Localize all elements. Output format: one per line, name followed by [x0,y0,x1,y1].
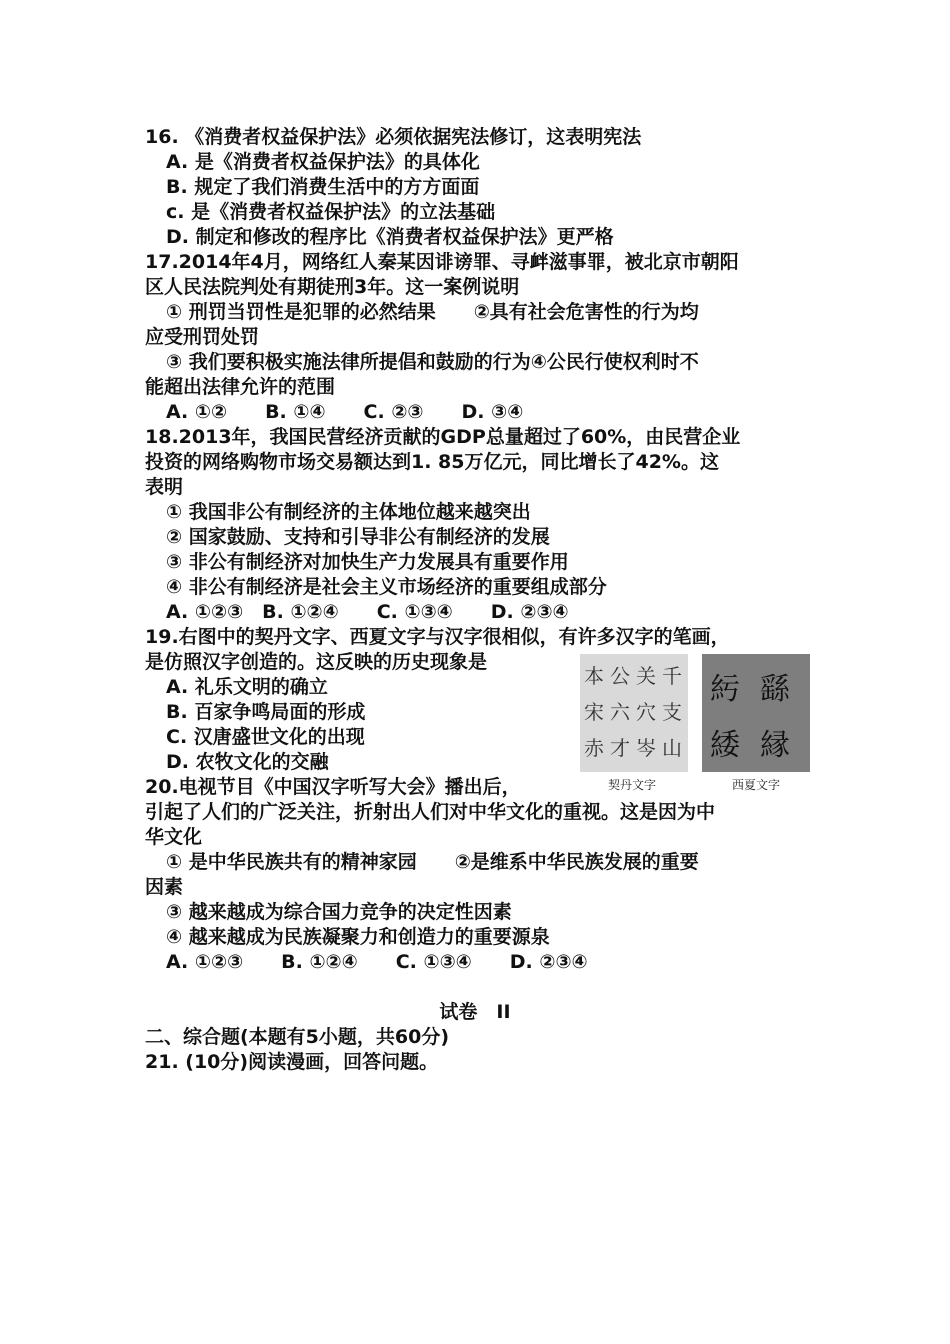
tangut-glyph: 緌 [710,728,740,763]
tangut-glyph: 縁 [760,728,790,763]
khitan-script-image [580,654,688,772]
khitan-glyph: 山 [662,736,682,760]
question-19-option-a: A. 礼乐文明的确立 [166,676,328,698]
question-16-option-a: A. 是《消费者权益保护法》的具体化 [166,151,480,173]
tangut-caption: 西夏文字 [732,778,781,792]
script-comparison-figure [580,654,812,796]
question-20-stem-line-2: 引起了人们的广泛关注，折射出人们对中华文化的重视。这是因为中 [145,801,716,823]
khitan-glyph: 才 [610,736,630,760]
question-18-options: A. ①②③ B. ①②④ C. ①③④ D. ②③④ [166,601,569,623]
question-18-statement-4: ④ 非公有制经济是社会主义市场经济的重要组成部分 [166,576,607,598]
question-19-stem-line-2: 是仿照汉字创造的。这反映的历史现象是 [145,651,488,673]
question-20-options: A. ①②③ B. ①②④ C. ①③④ D. ②③④ [166,951,588,973]
question-17-stem-line-1: 17.2014年4月，网络红人秦某因诽谤罪、寻衅滋事罪，被北京市朝阳 [145,251,739,273]
question-19-option-d: D. 农牧文化的交融 [166,751,329,773]
question-17-statement-3-4: ③ 我们要积极实施法律所提倡和鼓励的行为④公民行使权利时不 [166,351,699,373]
question-20-statement-2-cont: 因素 [145,876,184,898]
question-21-stem: 21. (10分)阅读漫画，回答问题。 [145,1051,439,1073]
question-18-stem-line-1: 18.2013年，我国民营经济贡献的GDP总量超过了60%，由民营企业 [145,426,741,448]
section-2-heading: 二、综合题(本题有5小题，共60分) [145,1026,450,1048]
question-19-stem-line-1: 19.右图中的契丹文字、西夏文字与汉字很相似，有许多汉字的笔画， [145,626,730,648]
question-20-stem-line-1: 20.电视节目《中国汉字听写大会》播出后， [145,776,521,798]
khitan-glyph: 公 [610,664,630,688]
khitan-glyph: 千 [662,664,682,688]
question-17-options: A. ①② B. ①④ C. ②③ D. ③④ [166,401,524,423]
khitan-glyph: 六 [610,700,630,724]
khitan-glyph: 宋 [584,700,604,724]
question-16-stem: 16. 《消费者权益保护法》必须依据宪法修订，这表明宪法 [145,126,642,148]
question-18-stem-line-3: 表明 [145,476,184,498]
question-16-option-b: B. 规定了我们消费生活中的方方面面 [166,176,480,198]
question-20-statement-4: ④ 越来越成为民族凝聚力和创造力的重要源泉 [166,926,550,948]
question-20-statement-1-2: ① 是中华民族共有的精神家园 ②是维系中华民族发展的重要 [166,851,699,873]
question-16-option-c: c. 是《消费者权益保护法》的立法基础 [166,201,496,223]
tangut-glyph: 䊸 [710,672,740,707]
khitan-caption: 契丹文字 [608,778,657,792]
question-17-stem-line-2: 区人民法院判处有期徒刑3年。这一案例说明 [145,276,520,298]
question-18-statement-2: ② 国家鼓励、支持和引导非公有制经济的发展 [166,526,550,548]
question-18-stem-line-2: 投资的网络购物市场交易额达到1. 85万亿元，同比增长了42%。这 [145,451,719,473]
khitan-glyph: 穴 [636,700,656,724]
khitan-glyph: 本 [584,664,604,688]
khitan-glyph: 关 [636,664,656,688]
question-16-option-d: D. 制定和修改的程序比《消费者权益保护法》更严格 [166,226,614,248]
tangut-glyph: 繇 [760,672,790,707]
question-17-statement-1-2: ① 刑罚当罚性是犯罪的必然结果 ②具有社会危害性的行为均 [166,301,699,323]
khitan-glyph: 支 [662,700,682,724]
tangut-script-image [702,654,810,772]
question-18-statement-3: ③ 非公有制经济对加快生产力发展具有重要作用 [166,551,569,573]
question-20-statement-3: ③ 越来越成为综合国力竞争的决定性因素 [166,901,512,923]
paper-2-heading: 试卷 II [439,1001,511,1023]
question-19-option-b: B. 百家争鸣局面的形成 [166,701,366,723]
question-19-option-c: C. 汉唐盛世文化的出现 [166,726,365,748]
question-18-statement-1: ① 我国非公有制经济的主体地位越来越突出 [166,501,531,523]
question-17-statement-2-cont: 应受刑罚处罚 [145,326,260,348]
khitan-glyph: 岑 [636,736,656,760]
question-20-stem-line-3: 华文化 [145,826,203,848]
question-17-statement-4-cont: 能超出法律允许的范围 [145,376,336,398]
khitan-glyph: 赤 [584,736,604,760]
